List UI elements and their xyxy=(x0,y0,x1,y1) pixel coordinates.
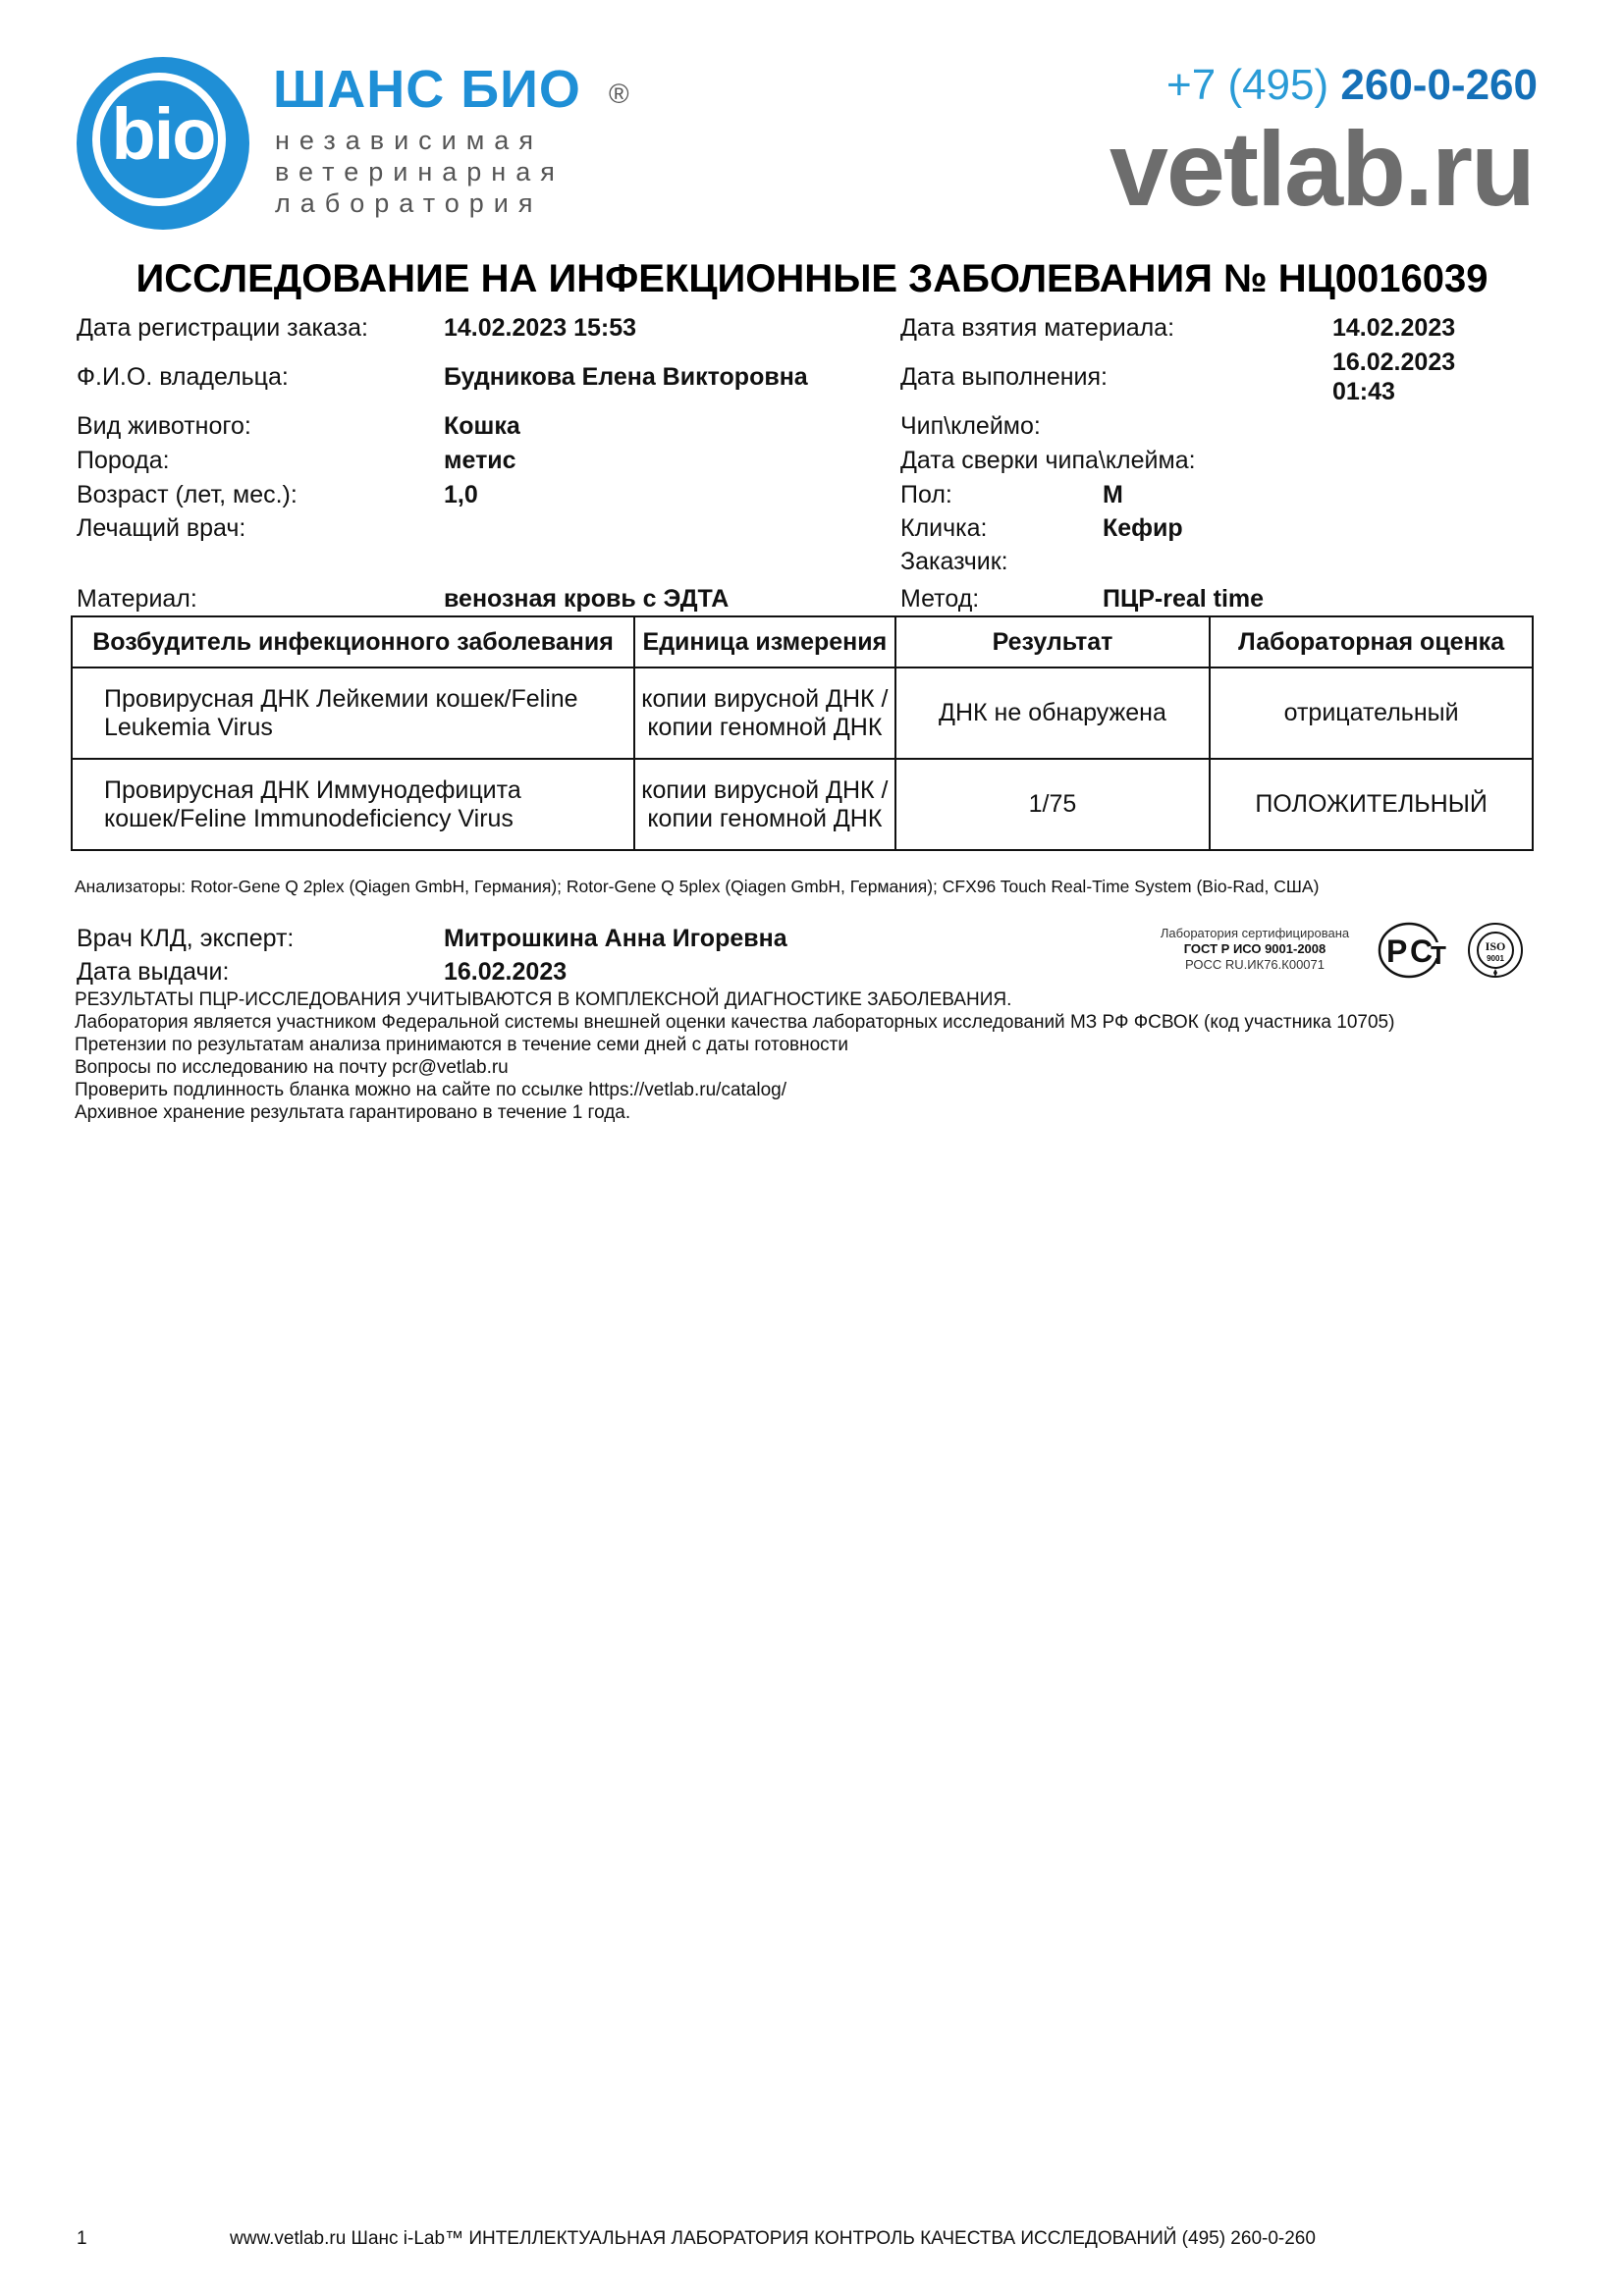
method-value: ПЦР-real time xyxy=(1103,585,1265,613)
expert-value: Митрошкина Анна Игоревна xyxy=(444,925,787,952)
note-fsvok: Лаборатория является участником Федеральной системы внешней оценки качества лабораторных исследований МЗ РФ ФСВОК (код участника 10705) xyxy=(75,1012,1395,1033)
age-label: Возраст (лет, мес.): xyxy=(77,481,298,508)
table-row xyxy=(72,759,1533,850)
certification-line-3: РОСС RU.ИК76.К00071 xyxy=(1185,957,1325,972)
assessment-cell: ПОЛОЖИТЕЛЬНЫЙ xyxy=(1210,759,1533,850)
svg-text:ISO: ISO xyxy=(1485,939,1506,953)
sample-date-value: 14.02.2023 xyxy=(1332,314,1456,342)
rst-certification-icon xyxy=(1377,921,1453,980)
svg-text:9001: 9001 xyxy=(1487,954,1504,963)
column-header-result: Результат xyxy=(895,616,1211,667)
sex-label: Пол: xyxy=(900,481,952,508)
age-value: 1,0 xyxy=(444,481,478,508)
note-questions-email: Вопросы по исследованию на почту pcr@vetlab.ru xyxy=(75,1057,509,1078)
method-label: Метод: xyxy=(900,585,980,613)
footer-text: www.vetlab.ru Шанс i-Lab™ ИНТЕЛЛЕКТУАЛЬНАЯ ЛАБОРАТОРИЯ КОНТРОЛЬ КАЧЕСТВА ИССЛЕДОВАНИЙ (495) 260-0-260 xyxy=(230,2228,1316,2249)
column-header-pathogen: Возбудитель инфекционного заболевания xyxy=(72,616,634,667)
chip-label: Чип\клеймо: xyxy=(900,412,1041,440)
brand-subtitle-line-1: независимая xyxy=(275,126,543,155)
issue-date-label: Дата выдачи: xyxy=(77,958,230,986)
results-table xyxy=(71,615,1534,851)
pathogen-cell: Провирусная ДНК Лейкемии кошек/Feline Leukemia Virus xyxy=(72,667,634,759)
expert-label: Врач КЛД, эксперт: xyxy=(77,925,295,952)
result-cell: ДНК не обнаружена xyxy=(895,667,1211,759)
iso-9001-icon xyxy=(1467,921,1524,980)
vet-label: Лечащий врач: xyxy=(77,514,246,542)
table-header-row xyxy=(72,616,1533,667)
phone-number xyxy=(1166,61,1538,110)
document-title: ИССЛЕДОВАНИЕ НА ИНФЕКЦИОННЫЕ ЗАБОЛЕВАНИЯ № НЦ0016039 xyxy=(135,257,1489,300)
customer-label: Заказчик: xyxy=(900,548,1008,575)
table-row xyxy=(72,667,1533,759)
owner-name-value: Будникова Елена Викторовна xyxy=(444,363,808,391)
page-number: 1 xyxy=(77,2228,87,2249)
column-header-assessment: Лабораторная оценка xyxy=(1210,616,1533,667)
certification-line-1: Лаборатория сертифицирована xyxy=(1160,926,1350,940)
sample-date-label: Дата взятия материала: xyxy=(900,314,1175,342)
brand-name: ШАНС БИО xyxy=(273,60,581,119)
pet-name-value: Кефир xyxy=(1103,514,1183,542)
unit-cell: копии вирусной ДНК / копии геномной ДНК xyxy=(634,667,895,759)
breed-value: метис xyxy=(444,447,516,474)
phone-prefix: +7 (495) xyxy=(1166,61,1329,109)
pet-name-label: Кличка: xyxy=(900,514,988,542)
note-pcr-results: РЕЗУЛЬТАТЫ ПЦР-ИССЛЕДОВАНИЯ УЧИТЫВАЮТСЯ В КОМПЛЕКСНОЙ ДИАГНОСТИКЕ ЗАБОЛЕВАНИЯ. xyxy=(75,989,1012,1010)
owner-name-label: Ф.И.О. владельца: xyxy=(77,363,289,391)
brand-subtitle-line-2: ветеринарная xyxy=(275,157,565,187)
material-value: венозная кровь с ЭДТА xyxy=(444,585,730,613)
pathogen-cell: Провирусная ДНК Иммунодефицита кошек/Feline Immunodeficiency Virus xyxy=(72,759,634,850)
unit-cell: копии вирусной ДНК / копии геномной ДНК xyxy=(634,759,895,850)
material-label: Материал: xyxy=(77,585,197,613)
note-claims: Претензии по результатам анализа принимаются в течение семи дней с даты готовности xyxy=(75,1035,848,1055)
breed-label: Порода: xyxy=(77,447,170,474)
bio-logo-text: bio xyxy=(111,93,215,175)
issue-date-value: 16.02.2023 xyxy=(444,958,568,986)
completion-date-label: Дата выполнения: xyxy=(900,363,1108,391)
sex-value: М xyxy=(1103,481,1123,508)
assessment-cell: отрицательный xyxy=(1210,667,1533,759)
completion-time-value: 01:43 xyxy=(1332,378,1395,405)
brand-subtitle-line-3: лаборатория xyxy=(275,188,543,218)
completion-date-value: 16.02.2023 xyxy=(1332,348,1456,376)
chip-check-date-label: Дата сверки чипа\клейма: xyxy=(900,447,1196,474)
animal-type-value: Кошка xyxy=(444,412,520,440)
phone-main: 260-0-260 xyxy=(1340,61,1538,109)
certification-text xyxy=(1141,926,1369,973)
animal-type-label: Вид животного: xyxy=(77,412,251,440)
note-verify-link: Проверить подлинность бланка можно на сайте по ссылке https://vetlab.ru/catalog/ xyxy=(75,1080,786,1100)
svg-text:T: T xyxy=(1431,940,1446,970)
registration-date-value: 14.02.2023 15:53 xyxy=(444,314,637,342)
registered-mark-icon: ® xyxy=(609,79,629,109)
website-logo: vetlab.ru xyxy=(1109,109,1534,228)
result-cell: 1/75 xyxy=(895,759,1211,850)
svg-text:C: C xyxy=(1410,934,1434,969)
svg-text:P: P xyxy=(1386,934,1408,969)
analyzers-note: Анализаторы: Rotor-Gene Q 2plex (Qiagen GmbH, Германия); Rotor-Gene Q 5plex (Qiagen GmbH, Германия); CFX96 Touch Real-Time System (Bio-Rad, США) xyxy=(75,877,1320,896)
certification-line-2: ГОСТ Р ИСО 9001-2008 xyxy=(1183,941,1326,956)
registration-date-label: Дата регистрации заказа: xyxy=(77,314,368,342)
note-archive: Архивное хранение результата гарантировано в течение 1 года. xyxy=(75,1102,631,1123)
column-header-unit: Единица измерения xyxy=(634,616,895,667)
